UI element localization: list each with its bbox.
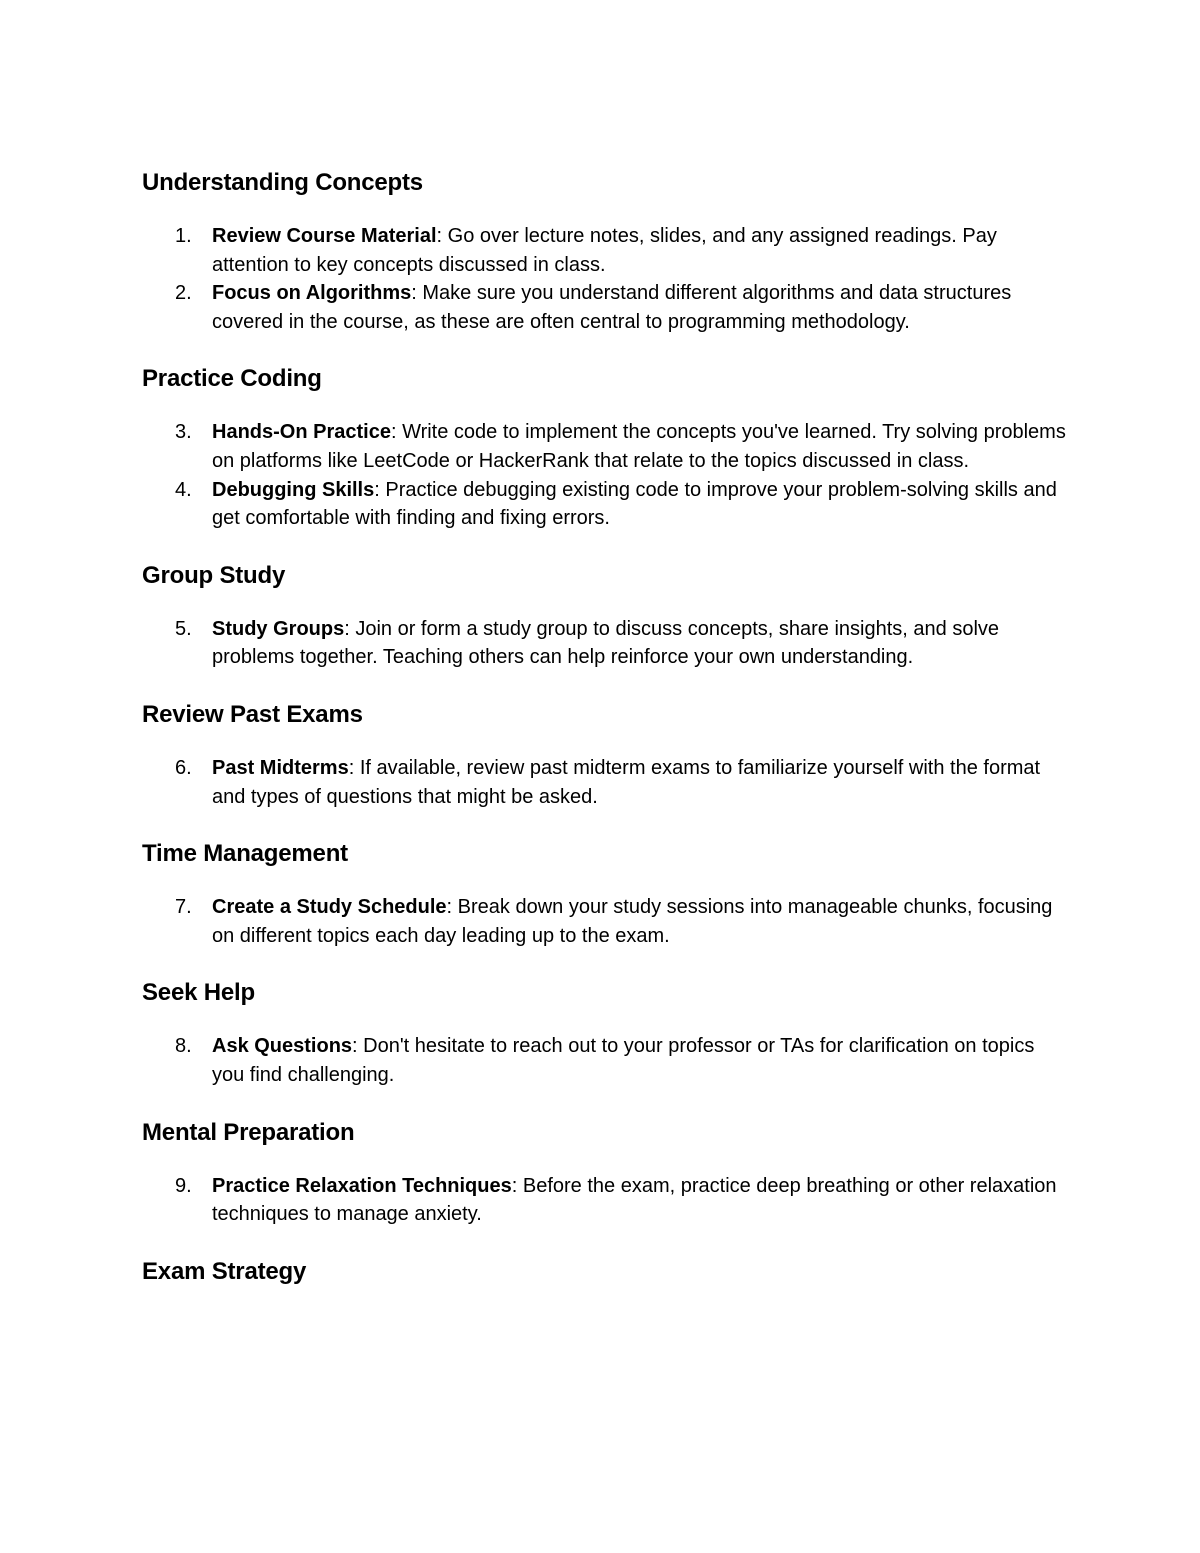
section-heading: Seek Help (142, 979, 255, 1007)
numbered-list (142, 893, 1072, 950)
list-item (142, 476, 1072, 533)
numbered-list (142, 615, 1072, 672)
list-item-number: 5. (175, 617, 192, 640)
list-item-number: 3. (175, 421, 192, 444)
section-heading: Exam Strategy (142, 1257, 307, 1285)
list-item-number: 4. (175, 478, 192, 501)
section-mental-preparation (142, 1117, 1072, 1229)
section-understanding-concepts (142, 167, 1072, 336)
list-item (142, 893, 1072, 950)
list-item-text: : Don't hesitate to reach out to your professor or TAs for clarification on topics you find challenging. (212, 1035, 1035, 1086)
numbered-list (142, 754, 1072, 811)
section-heading: Practice Coding (142, 365, 322, 393)
section-heading: Review Past Exams (142, 700, 363, 728)
numbered-list (142, 1032, 1072, 1089)
list-item (142, 1032, 1072, 1089)
list-item-text: : Before the exam, practice deep breathing or other relaxation techniques to manage anxiety. (212, 1174, 1057, 1226)
list-item (142, 418, 1072, 475)
list-item-title: Past Midterms (212, 756, 349, 779)
list-item-title: Focus on Algorithms (212, 282, 412, 305)
list-item-number: 8. (175, 1035, 192, 1058)
list-item-text: : Join or form a study group to discuss concepts, share insights, and solve problems together. Teaching others can help reinforce your own understanding. (212, 617, 1000, 669)
list-item-text: : If available, review past midterm exams to familiarize yourself with the format and types of questions that might be asked. (212, 756, 1041, 808)
section-practice-coding (142, 363, 1072, 532)
section-group-study (142, 560, 1072, 672)
list-item (142, 1172, 1072, 1229)
list-item (142, 615, 1072, 672)
list-item-title: Practice Relaxation Techniques (212, 1174, 512, 1197)
list-item-number: 6. (175, 756, 192, 779)
list-item-number: 7. (175, 896, 192, 919)
list-item-number: 1. (175, 225, 192, 247)
list-item-number: 2. (175, 282, 192, 305)
list-item-number: 9. (175, 1174, 192, 1197)
section-heading: Time Management (142, 840, 348, 868)
list-item-title: Study Groups (212, 617, 345, 640)
numbered-list (142, 418, 1072, 532)
section-heading: Understanding Concepts (142, 169, 423, 196)
document-content (142, 167, 1072, 1288)
list-item (142, 279, 1072, 336)
list-item-title: Ask Questions (212, 1035, 353, 1058)
list-item-title: Hands-On Practice (212, 421, 391, 444)
section-exam-strategy (142, 1256, 1072, 1288)
section-seek-help (142, 977, 1072, 1089)
list-item-title: Review Course Material (212, 225, 437, 247)
list-item-text: : Go over lecture notes, slides, and any assigned readings. Pay attention to key concepts discussed in class. (212, 225, 997, 276)
list-item-text: : Practice debugging existing code to improve your problem-solving skills and get comfortable with finding and fixing errors. (212, 478, 1057, 530)
list-item-title: Debugging Skills (212, 478, 375, 501)
list-item (142, 222, 1072, 279)
section-time-management (142, 838, 1072, 950)
list-item-text: : Write code to implement the concepts you've learned. Try solving problems on platforms like LeetCode or HackerRank that relate to the topics discussed in class. (212, 421, 1066, 472)
section-heading: Group Study (142, 561, 286, 589)
section-heading: Mental Preparation (142, 1118, 355, 1146)
list-item-title: Create a Study Schedule (212, 896, 447, 919)
section-review-past-exams (142, 699, 1072, 811)
numbered-list (142, 1172, 1072, 1229)
list-item-text: : Break down your study sessions into manageable chunks, focusing on different topics each day leading up to the exam. (212, 896, 1053, 947)
list-item-text: : Make sure you understand different algorithms and data structures covered in the course, as these are often central to programming methodology. (212, 282, 1012, 333)
list-item (142, 754, 1072, 811)
numbered-list (142, 222, 1072, 336)
